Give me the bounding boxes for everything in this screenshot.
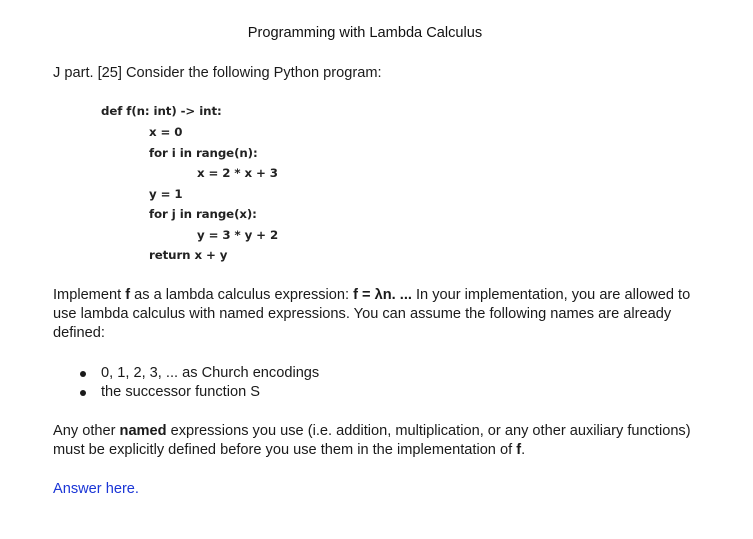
list-item xyxy=(80,364,319,383)
question-prompt: J part. [25] Consider the following Python program: xyxy=(53,65,382,81)
bullet-icon xyxy=(80,371,86,377)
code-line: x = 2 * x + 3 xyxy=(197,166,278,180)
code-line: return x + y xyxy=(149,248,228,262)
code-line: def f(n: int) -> int: xyxy=(101,104,222,118)
code-line: y = 1 xyxy=(149,187,183,201)
code-line: x = 0 xyxy=(149,125,183,139)
list-item xyxy=(80,383,319,402)
bullet-icon xyxy=(80,390,86,396)
text-run: expressions you use (i.e. addition, multiplication, or any other auxiliary functions) must be explicitly defined before you use them in the implementation of xyxy=(53,423,691,458)
page-title: Programming with Lambda Calculus xyxy=(247,25,483,41)
function-name: f xyxy=(125,287,131,303)
text-run: Implement xyxy=(53,287,126,303)
code-line: for i in range(n): xyxy=(149,146,258,160)
list-item-text: the successor function S xyxy=(101,384,260,400)
answer-placeholder[interactable]: Answer here. xyxy=(53,481,139,497)
function-name: f xyxy=(516,442,522,458)
code-line: for j in range(x): xyxy=(149,207,257,221)
text-run: as a lambda calculus expression: xyxy=(130,287,354,303)
text-run: Any other xyxy=(53,423,120,439)
emphasis: named xyxy=(119,423,167,439)
text-run: In your implementation, you are allowed to use lambda calculus with named expressions. You can assume the following names are already defined: xyxy=(53,287,691,341)
list-item-text: 0, 1, 2, 3, ... as Church encodings xyxy=(101,365,320,381)
code-line: y = 3 * y + 2 xyxy=(197,228,279,242)
text-run: . xyxy=(521,442,526,458)
lambda-expression: f = λn. ... xyxy=(353,287,412,303)
instructions-paragraph xyxy=(53,286,693,343)
note-paragraph xyxy=(53,422,693,460)
predefined-names-list xyxy=(80,364,319,402)
